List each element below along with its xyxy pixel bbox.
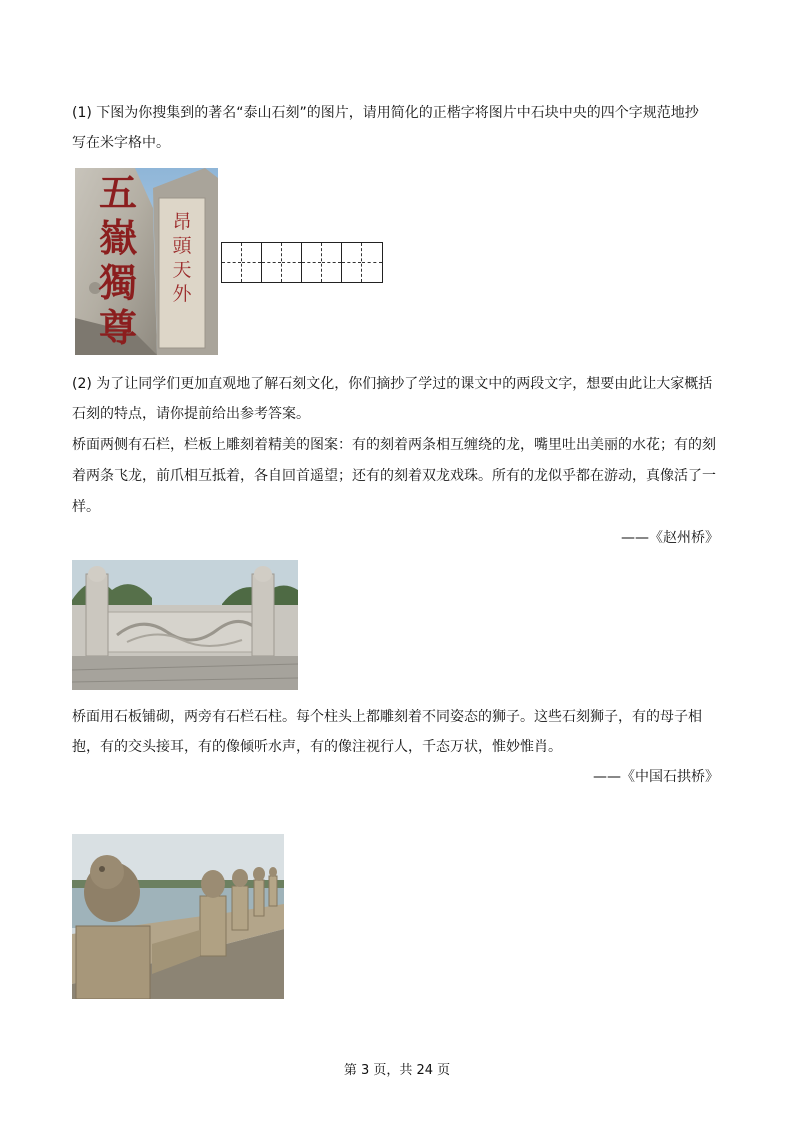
grid-cell[interactable]	[322, 243, 342, 282]
stone-char-2: 嶽	[98, 215, 137, 260]
grid-cell[interactable]	[262, 243, 282, 282]
stone-small-char-3: 天	[172, 259, 192, 281]
q2-line-2: 石刻的特点，请你提前给出参考答案。	[72, 406, 310, 422]
stone-small-char-1: 昂	[172, 211, 192, 233]
grid-cell[interactable]	[302, 243, 322, 282]
passage2-line-1: 桥面用石板铺砌，两旁有石栏石柱。每个柱头上都雕刻着不同姿态的狮子。这些石刻狮子，有的母子相	[72, 709, 702, 725]
passage1-line-3: 样。	[72, 499, 100, 515]
grid-cell[interactable]	[282, 243, 302, 282]
grid-cell[interactable]	[242, 243, 262, 282]
q2-line-1: (2) 为了让同学们更加直观地了解石刻文化，你们摘抄了学过的课文中的两段文字，想要由此让大家概括	[72, 376, 713, 392]
grid-cell[interactable]	[342, 243, 362, 282]
passage1-line-1: 桥面两侧有石栏，栏板上雕刻着精美的图案：有的刻着两条相互缠绕的龙，嘴里吐出美丽的水花；有的刻	[72, 437, 716, 453]
mizige-answer-grid[interactable]	[221, 242, 383, 283]
grid-cell[interactable]	[222, 243, 242, 282]
stone-arch-bridge-lions-photo	[72, 834, 284, 999]
grid-cell[interactable]	[362, 243, 382, 282]
q1-line-2: 写在米字格中。	[72, 135, 170, 151]
taishan-stone-photo	[75, 168, 218, 355]
q1-line-1: (1) 下图为你搜集到的著名“泰山石刻”的图片，请用简化的正楷字将图片中石块中央的四个字规范地抄	[72, 105, 699, 121]
passage1-line-2: 着两条飞龙，前爪相互抵着，各自回首遥望；还有的刻着双龙戏珠。所有的龙似乎都在游动，真像活了一	[72, 468, 716, 484]
stone-char-1: 五	[98, 170, 137, 215]
stone-char-4: 尊	[98, 305, 137, 350]
passage1-source: ——《赵州桥》	[621, 530, 719, 546]
zhaozhou-bridge-railing-photo	[72, 560, 298, 690]
passage2-line-2: 抱，有的交头接耳，有的像倾听水声，有的像注视行人，千态万状，惟妙惟肖。	[72, 739, 562, 755]
passage2-source: ——《中国石拱桥》	[593, 769, 719, 785]
stone-carved-text-small	[167, 210, 197, 306]
stone-char-3: 獨	[98, 260, 137, 305]
stone-small-char-4: 外	[172, 283, 192, 305]
stone-small-char-2: 頭	[172, 235, 192, 257]
stone-carved-text-large	[93, 170, 143, 350]
page-number: 第 3 页，共 24 页	[343, 1063, 451, 1078]
